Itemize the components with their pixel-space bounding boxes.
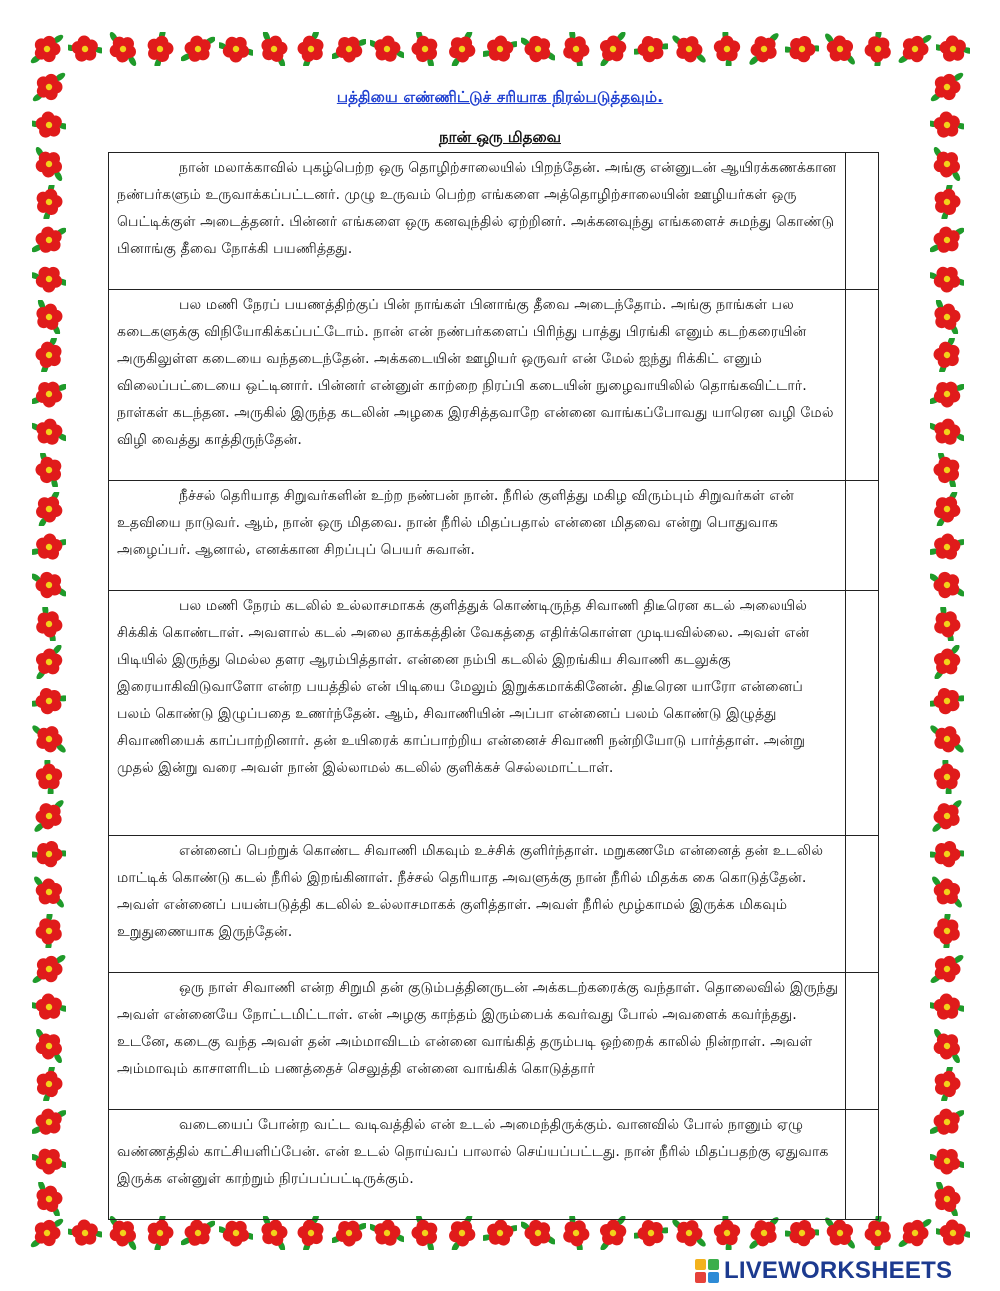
flower-icon [68,1216,102,1250]
flower-icon [32,223,66,257]
flower-icon [930,875,964,909]
flower-icon [294,32,328,66]
flower-icon [930,1105,964,1139]
flower-icon [181,32,215,66]
flower-icon [672,32,706,66]
order-answer-box[interactable] [846,836,879,973]
page-title: பத்தியை எண்ணிட்டுச் சரியாக நிரல்படுத்தவும். [336,88,664,106]
flower-icon [181,1216,215,1250]
flower-icon [408,1216,442,1250]
flower-icon [930,185,964,219]
liveworksheets-logo [694,1258,952,1284]
flower-icon [32,1067,66,1101]
flower-icon [898,32,932,66]
flower-border-bottom [0,1216,1000,1254]
flower-icon [106,32,140,66]
flower-icon [930,1067,964,1101]
paragraph-row [109,836,879,973]
flower-icon [32,914,66,948]
flower-icon [823,1216,857,1250]
flower-icon [930,415,964,449]
flower-icon [936,32,970,66]
paragraph-row [109,1110,879,1220]
flower-icon [32,262,66,296]
flower-icon [930,492,964,526]
flower-icon [32,530,66,564]
flower-icon [143,1216,177,1250]
flower-icon [32,453,66,487]
flower-border-right [930,70,968,1216]
flower-icon [32,1182,66,1216]
flower-icon [930,530,964,564]
flower-icon [32,300,66,334]
flower-icon [370,1216,404,1250]
flower-icon [785,1216,819,1250]
flower-icon [930,837,964,871]
flower-icon [710,32,744,66]
flower-icon [143,32,177,66]
order-answer-box[interactable] [846,973,879,1110]
flower-icon [672,1216,706,1250]
flower-icon [930,760,964,794]
flower-icon [483,1216,517,1250]
order-answer-box[interactable] [846,153,879,290]
flower-icon [930,799,964,833]
flower-icon [898,1216,932,1250]
flower-icon [930,607,964,641]
paragraph-row [109,153,879,290]
flower-icon [930,914,964,948]
flower-icon [32,415,66,449]
liveworksheets-logo-icon [694,1258,720,1284]
flower-icon [32,837,66,871]
flower-icon [219,32,253,66]
flower-icon [30,1216,64,1250]
flower-icon [930,1144,964,1178]
flower-icon [710,1216,744,1250]
flower-border-left [32,70,70,1216]
flower-icon [68,32,102,66]
flower-icon [32,1105,66,1139]
story-title: நான் ஒரு மிதவை [438,128,561,146]
flower-icon [861,32,895,66]
flower-icon [257,32,291,66]
flower-icon [32,990,66,1024]
flower-icon [32,607,66,641]
flower-icon [930,338,964,372]
order-answer-box[interactable] [846,591,879,836]
flower-icon [32,722,66,756]
flower-icon [747,1216,781,1250]
flower-icon [32,185,66,219]
flower-icon [445,32,479,66]
flower-icon [930,952,964,986]
paragraph-row [109,481,879,591]
order-answer-box[interactable] [846,481,879,591]
flower-icon [483,32,517,66]
flower-icon [930,645,964,679]
flower-icon [32,875,66,909]
flower-icon [747,32,781,66]
flower-icon [634,1216,668,1250]
paragraph-text: பல மணி நேரம் கடலில் உல்லாசமாகக் குளித்துக் கொண்டிருந்த சிவாணி திடீரென கடல் அலையில் சிக்கிக் கொண்டாள். அவளால் கடல் அலை தாக்கத்தின் வேகத்தை எதிர்க்கொள்ள முடியவில்லை. அவள் என் பிடியில் இருந்து மெல்ல தளர ஆரம்பித்தாள். என்னை நம்பி கடலில் இறங்கிய சிவாணி கடலுக்கு இரையாகிவிடுவாளோ என்ற பயத்தில் என் பிடியை மேலும் இறுக்கமாக்கினேன். திடீரென யாரோ என்னைப் பலம் கொண்டு இழுப்பதை உணர்ந்தேன். ஆம், சிவாணியின் அப்பா என்னைப் பலம் கொண்டு இழுத்து சிவாணியைக் காப்பாற்றினார். தன் உயிரைக் காப்பாற்றிய என்னைச் சிவாணி நன்றியோடு பார்த்தாள். அன்று முதல் இன்று வரை அவள் நான் இல்லாமல் கடலில் குளிக்கச் செல்லமாட்டாள். [109,591,846,836]
paragraph-text: பல மணி நேரப் பயணத்திற்குப் பின் நாங்கள் பினாங்கு தீவை அடைந்தோம். அங்கு நாங்கள் பல கடைகளுக்கு விநியோகிக்கப்பட்டோம். நான் என் நண்பர்களைப் பிரிந்து பாத்து பிரங்கி எனும் கடற்கரையின் அருகிலுள்ள கடையை வந்தடைந்தேன். அக்கடையின் ஊழியர் ஒருவர் என் மேல் ஐந்து ரிக்கிட் எனும் விலைப்பட்டையை ஒட்டினார். பின்னர் என்னுள் காற்றை நிரப்பி கடையின் நுழைவாயிலில் தொங்கவிட்டார். நாள்கள் கடந்தன. அருகில் இருந்த கடலின் அழகை இரசித்தவாறே என்னை வாங்கப்போவது யாரென வழி மேல் விழி வைத்து காத்திருந்தேன். [109,290,846,481]
flower-icon [930,453,964,487]
flower-icon [930,568,964,602]
flower-icon [32,492,66,526]
logo-text: LIVEWORKSHEETS [724,1257,953,1284]
flower-icon [785,32,819,66]
flower-icon [32,147,66,181]
flower-icon [596,32,630,66]
paragraph-row [109,591,879,836]
flower-icon [294,1216,328,1250]
flower-icon [861,1216,895,1250]
flower-icon [823,32,857,66]
paragraph-text: வடையைப் போன்ற வட்ட வடிவத்தில் என் உடல் அமைந்திருக்கும். வானவில் போல் நானும் ஏழு வண்ணத்தில் காட்சியளிப்பேன். என் உடல் நொய்வப் பாலால் செய்யப்பட்டது. நான் நீரில் மிதப்பதற்கு ஏதுவாக இருக்க என்னுள் காற்றும் நிரப்பப்பட்டிருக்கும். [109,1110,846,1220]
flower-icon [930,722,964,756]
paragraph-row [109,973,879,1110]
flower-icon [930,147,964,181]
paragraph-table [108,152,879,1220]
flower-icon [930,262,964,296]
flower-icon [32,338,66,372]
flower-icon [634,32,668,66]
flower-icon [521,32,555,66]
flower-icon [32,568,66,602]
flower-icon [30,32,64,66]
paragraph-text: என்னைப் பெற்றுக் கொண்ட சிவாணி மிகவும் உச்சிக் குளிர்ந்தாள். மறுகணமே என்னைத் தன் உடலில் மாட்டிக் கொண்டு கடல் நீரில் இறங்கினாள். நீச்சல் தெரியாத அவளுக்கு நான் நீரில் மிதக்க கை கொடுத்தேன். அவள் என்னைப் பயன்படுத்தி கடலில் உல்லாசமாகக் குளித்தாள். அவள் நீரில் மூழ்காமல் இருக்க மிகவும் உறுதுணையாக இருந்தேன். [109,836,846,973]
flower-icon [445,1216,479,1250]
flower-icon [32,952,66,986]
flower-icon [370,32,404,66]
flower-icon [521,1216,555,1250]
flower-icon [32,377,66,411]
flower-icon [332,1216,366,1250]
paragraph-text: ஒரு நாள் சிவாணி என்ற சிறுமி தன் குடும்பத்தினருடன் அக்கடற்கரைக்கு வந்தாள். தொலைவில் இருந்து அவள் என்னையே நோட்டமிட்டாள். என் அழகு காந்தம் இரும்பைக் கவர்வது போல் அவளைக் கவர்ந்தது. உடனே, கடைகு வந்த அவள் தன் அம்மாவிடம் என்னை வாங்கித் தரும்படி ஒற்றைக் காலில் நின்றாள். அவள் அம்மாவும் காசாளரிடம் பணத்தைச் செலுத்தி என்னை வாங்கிக் கொடுத்தார் [109,973,846,1110]
flower-icon [32,684,66,718]
flower-icon [257,1216,291,1250]
flower-icon [936,1216,970,1250]
order-answer-box[interactable] [846,290,879,481]
flower-icon [219,1216,253,1250]
flower-icon [106,1216,140,1250]
flower-icon [596,1216,630,1250]
flower-icon [332,32,366,66]
paragraph-text: நீச்சல் தெரியாத சிறுவர்களின் உற்ற நண்பன் நான். நீரில் குளித்து மகிழ விரும்பும் சிறுவர்கள் என் உதவியை நாடுவர். ஆம், நான் ஒரு மிதவை. நான் நீரில் மிதப்பதால் என்னை மிதவை என்று பொதுவாக அழைப்பர். ஆனால், எனக்கான சிறப்புப் பெயர் சுவான். [109,481,846,591]
flower-icon [559,1216,593,1250]
flower-icon [930,1029,964,1063]
flower-icon [32,799,66,833]
flower-icon [408,32,442,66]
flower-icon [32,760,66,794]
flower-border-top [0,32,1000,70]
flower-icon [559,32,593,66]
flower-icon [930,223,964,257]
paragraph-row [109,290,879,481]
flower-icon [930,1182,964,1216]
order-answer-box[interactable] [846,1110,879,1220]
flower-icon [32,645,66,679]
flower-icon [32,1029,66,1063]
flower-icon [32,1144,66,1178]
flower-icon [930,377,964,411]
flower-icon [930,300,964,334]
flower-icon [930,990,964,1024]
paragraph-text: நான் மலாக்காவில் புகழ்பெற்ற ஒரு தொழிற்சாலையில் பிறந்தேன். அங்கு என்னுடன் ஆயிரக்கணக்கான நண்பர்களும் உருவாக்கப்பட்டனர். முழு உருவம் பெற்ற எங்களை அத்தொழிற்சாலையின் ஊழியர்கள் ஒரு பெட்டிக்குள் அடைத்தனர். பின்னர் எங்களை ஒரு கனவுந்தில் ஏற்றினர். அக்கனவுந்து எங்களைச் சுமந்து கொண்டு பினாங்கு தீவை நோக்கி பயணித்தது. [109,153,846,290]
flower-icon [930,684,964,718]
